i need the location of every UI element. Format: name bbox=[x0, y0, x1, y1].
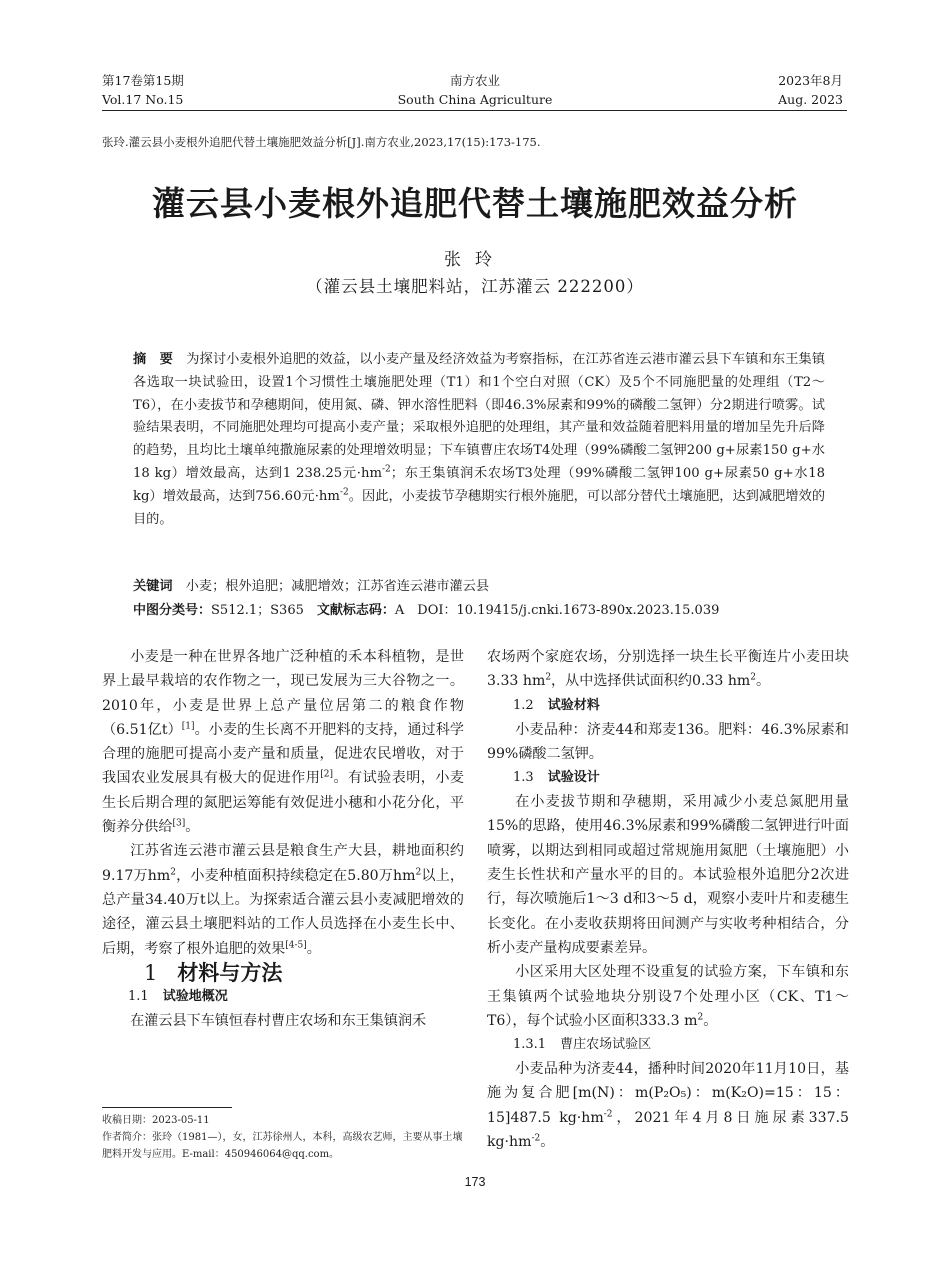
superscript: 2 bbox=[415, 866, 422, 877]
subsection-title: 试验材料 bbox=[547, 697, 600, 713]
citation: 张玲.灌云县小麦根外追肥代替土壤施肥效益分析[J].南方农业,2023,17(15):173-175. bbox=[102, 135, 541, 149]
body-right-column bbox=[487, 645, 849, 1154]
doc-code-value: A bbox=[394, 603, 405, 618]
paragraph: 在小麦拔节期和孕穗期，采用减少小麦总氮肥用量15%的思路，使用46.3%尿素和99%磷酸二氢钾进行叶面喷雾，以期达到相同或超过常规施用氮肥（土壤施肥）小麦生长性状和产量水平的目的。本试验根外追肥分2次进行，每次喷施后1～3 d和3～5 d，观察小麦叶片和麦穗生长变化。在小麦收获期将田间测产与实收考种相结合，分析小麦产量构成要素差异。 bbox=[487, 794, 849, 956]
paragraph bbox=[487, 960, 849, 1033]
subsection-number: 1.3.1 bbox=[513, 1037, 547, 1053]
classification bbox=[133, 600, 825, 622]
text: ，2021年4月8日施尿素337.5 kg·hm bbox=[487, 1109, 850, 1151]
subsection-heading-1-3 bbox=[487, 766, 849, 790]
paragraph: 在灌云县下车镇恒春村曹庄农场和东王集镇润禾 bbox=[130, 1013, 427, 1030]
text: 小区采用大区处理不设重复的试验方案，下车镇和东王集镇两个试验地块分别设7个处理小区（CK、T1～T6），每个试验小区面积333.3 m bbox=[487, 964, 849, 1029]
body-left-column bbox=[102, 645, 464, 1033]
text: 。 bbox=[306, 940, 321, 957]
citation-ref: [4-5] bbox=[285, 939, 307, 950]
paragraph bbox=[102, 645, 464, 839]
text: 。 bbox=[703, 1012, 718, 1029]
text: 。 bbox=[540, 1134, 555, 1151]
text: 小麦品种为济麦44，播种时间2020年11月10日，基施为复合肥[ bbox=[487, 1061, 849, 1102]
superscript: -2 bbox=[603, 1109, 613, 1120]
superscript: -2 bbox=[531, 1133, 541, 1144]
text: 以上，总产量34.40万t以上。为探索适合灌云县小麦减肥增效的途径，灌云县土壤肥料站的工作人员选择在小麦生长中、后期，考察了根外追肥的效果 bbox=[102, 867, 465, 957]
header-divider bbox=[102, 110, 847, 111]
superscript: 2 bbox=[750, 672, 757, 683]
doi-label: DOI： bbox=[417, 603, 457, 618]
doc-code-label: 文献标志码： bbox=[316, 603, 395, 618]
citation-ref: [3] bbox=[172, 818, 186, 829]
text: 小麦是一种在世界各地广泛种植的禾本科植物，是世界上最早栽培的农作物之一，现已发展为三大谷物之一。2010年，小麦是世界上总产量位居第二的粮食作物（6.51亿t） bbox=[102, 649, 464, 738]
citation-ref: [2] bbox=[320, 769, 334, 780]
text: 。有试验表明，小麦生长后期合理的氮肥运筹能有效促进小穗和小花分化，平衡养分供给 bbox=[102, 770, 464, 836]
received-date: 收稿日期：2023-05-11 bbox=[102, 1115, 210, 1126]
volume-en: Vol.17 No.15 bbox=[102, 92, 184, 107]
author: 张玲 bbox=[444, 250, 506, 270]
journal-name-en: South China Agriculture bbox=[397, 92, 553, 107]
keywords bbox=[133, 576, 825, 598]
superscript: 2 bbox=[170, 866, 176, 877]
subsection-heading-1-3-1 bbox=[487, 1033, 849, 1057]
issue-date bbox=[778, 71, 843, 109]
subsection-title: 试验设计 bbox=[547, 770, 600, 786]
citation-ref: [1] bbox=[181, 721, 195, 732]
journal-volume bbox=[102, 71, 184, 109]
keywords-text: 小麦；根外追肥；减肥增效；江苏省连云港市灌云县 bbox=[185, 579, 490, 594]
superscript: -2 bbox=[381, 464, 391, 475]
subsection-title: 试验地概况 bbox=[162, 989, 228, 1005]
text: 农场两个家庭农场，分别选择一块生长平衡连片小麦田块3.33 hm bbox=[487, 649, 849, 690]
subsection-number: 1.2 bbox=[513, 697, 534, 713]
volume-cn: 第17卷第15期 bbox=[102, 73, 184, 88]
doi-value: 10.19415/j.cnki.1673-890x.2023.15.039 bbox=[456, 603, 720, 618]
superscript: -2 bbox=[339, 487, 349, 498]
text: 487.5 kg·hm bbox=[510, 1109, 604, 1126]
author-bio: 作者简介：张玲（1981—），女，江苏徐州人，本科，高级农艺师，主要从事土壤肥料开发与应用。E-mail：450946064@qq.com。 bbox=[102, 1132, 463, 1160]
journal-name bbox=[300, 71, 650, 109]
paragraph: 小麦品种：济麦44和郑麦136。肥料：46.3%尿素和99%磷酸二氢钾。 bbox=[487, 721, 849, 762]
superscript: 2 bbox=[545, 672, 552, 683]
section-heading-1 bbox=[102, 961, 464, 985]
clc-value: S512.1；S365 bbox=[211, 603, 304, 618]
subsection-number: 1.1 bbox=[128, 989, 149, 1005]
subsection-heading-1-2 bbox=[487, 694, 849, 718]
subsection-title: 曹庄农场试验区 bbox=[560, 1037, 652, 1053]
journal-name-cn: 南方农业 bbox=[449, 73, 500, 88]
abstract bbox=[133, 349, 825, 531]
text: 江苏省连云港市灌云县是粮食生产大县，耕地面积约9.17万hm bbox=[102, 843, 464, 884]
article-title: 灌云县小麦根外追肥代替土壤施肥效益分析 bbox=[152, 184, 798, 223]
text: 。小麦的生长离不开肥料的支持，通过科学合理的施肥可提高小麦产量和质量，促进农民增收，对于我国农业发展具有极大的促进作用 bbox=[102, 721, 465, 787]
affiliation: （灌云县土壤肥料站，江苏灌云 222200） bbox=[306, 277, 644, 296]
text: 。 bbox=[185, 819, 200, 836]
subsection-number: 1.3 bbox=[513, 770, 534, 786]
subsection-heading-1-1 bbox=[102, 985, 464, 1009]
abstract-label: 摘 要 bbox=[133, 352, 173, 367]
fertilizer-ratio-formula: m(N)：m(P₂O₅)：m(K₂O)=15：15：15] bbox=[487, 1085, 849, 1126]
paragraph bbox=[487, 645, 849, 694]
text: 。 bbox=[756, 673, 771, 690]
abstract-text: ；东王集镇润禾农场T3处理（99%磷酸二氢钾100 g+尿素50 g+水18 kg）增效最高，达到756.60元·hm bbox=[133, 465, 825, 504]
abstract-text: 。因此，小麦拔节孕穗期实行根外施肥，可以部分替代土壤施肥，达到减肥增效的目的。 bbox=[133, 488, 826, 527]
issue-date-cn: 2023年8月 bbox=[778, 73, 843, 88]
footnote bbox=[102, 1112, 467, 1163]
superscript: 2 bbox=[697, 1012, 704, 1023]
abstract-text: 为探讨小麦根外追肥的效益，以小麦产量及经济效益为考察指标，在江苏省连云港市灌云县下车镇和东王集镇各选取一块试验田，设置1个习惯性土壤施肥处理（T1）和1个空白对照（CK）及5个不同施肥量的处理组（T2～T6），在小麦拔节和孕穗期间，使用氮、磷、钾水溶性肥料（即46.3%尿素和99%的磷酸二氢钾）分2期进行喷雾。试验结果表明，不同施肥处理均可提高小麦产量；采取根外追肥的处理组，其产量和效益随着肥料用量的增加呈先升后降的趋势，且均比土壤单纯撒施尿素的处理增效明显；下车镇曹庄农场T4处理（99%磷酸二氢钾200 g+尿素150 g+水18 kg）增效最高，达到1 238.25元·hm bbox=[133, 352, 826, 481]
paragraph bbox=[487, 1057, 849, 1154]
clc-label: 中图分类号： bbox=[133, 603, 212, 618]
text: ，从中选择供试面积约0.33 hm bbox=[551, 673, 751, 690]
text: ，小麦种植面积持续稳定在5.80万hm bbox=[175, 867, 416, 884]
page-number: 173 bbox=[464, 1175, 486, 1189]
footnote-divider bbox=[102, 1107, 232, 1108]
issue-date-en: Aug. 2023 bbox=[778, 92, 843, 107]
keywords-label: 关键词 bbox=[133, 579, 173, 594]
paragraph bbox=[102, 839, 464, 960]
section-number: 1 bbox=[144, 960, 158, 985]
section-title: 材料与方法 bbox=[177, 959, 283, 985]
